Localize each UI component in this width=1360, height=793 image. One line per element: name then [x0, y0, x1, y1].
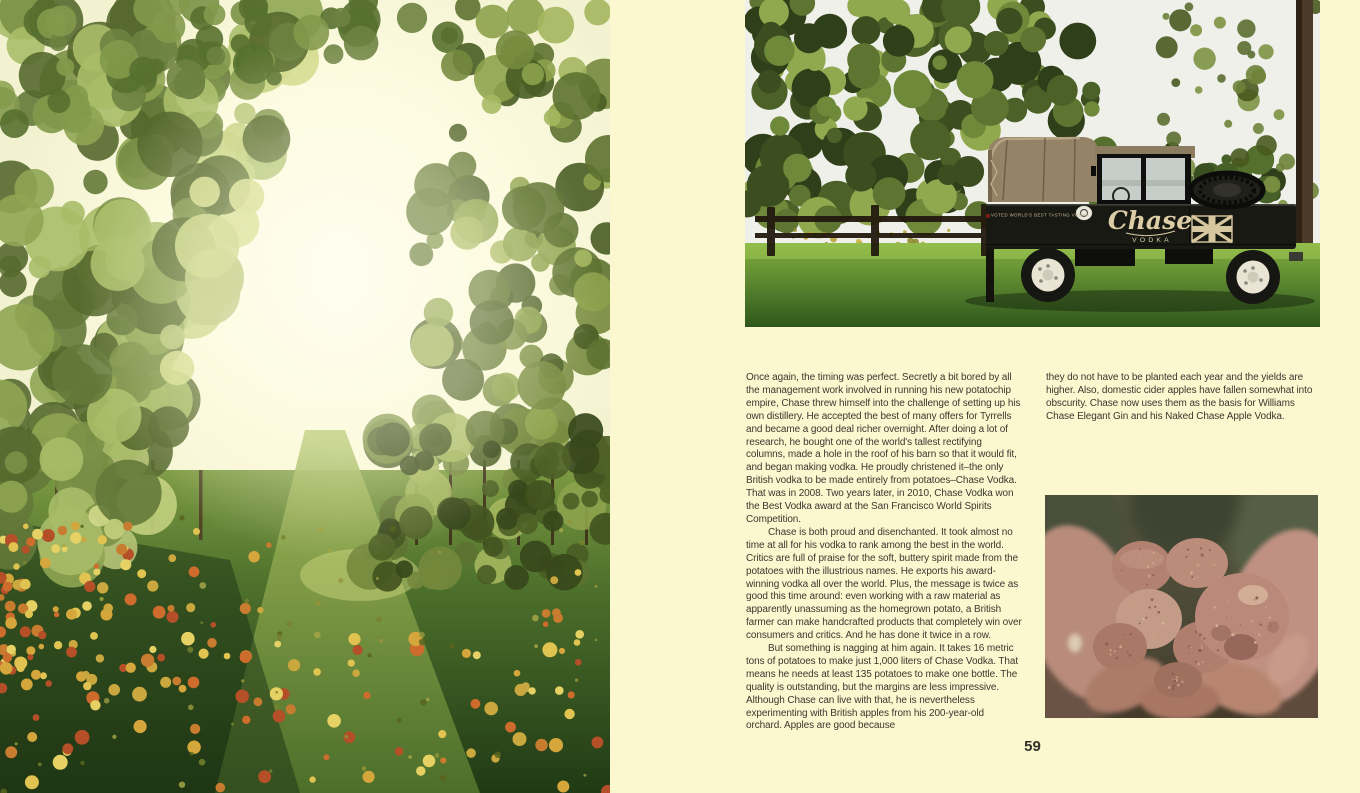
- rear-support: [986, 246, 994, 302]
- side-slogan-text: VOTED WORLD'S BEST TASTING VODKA: [990, 212, 1090, 218]
- potatoes-photo: [1045, 495, 1318, 718]
- chassis-box: [1075, 248, 1135, 266]
- landrover-photo: [745, 0, 1320, 327]
- canvas-rear-edge: [988, 150, 992, 202]
- paragraph: Once again, the timing was perfect. Secretly a bit bored by all the management work involved in running his new potatochip empire, Chase threw himself into the challenge of setting up his own distillery. He accepted the best of many offers for Tyrrells and became a good deal richer overnight. After doing a lot of research, he bought one of the world's tallest rectifying columns, made a hole in the roof of his barn so that it would fit, and began making vodka. He proudly christened it–the only British vodka to be made entirely from potatoes–Chase Vodka. That was in 2008. Two years later, in 2010, Chase Vodka won the Best Vodka award at the San Francisco World Spirits Competition.: [746, 372, 1021, 525]
- paragraph: Chase is both proud and disenchanted. It took almost no time at all for his vodka to rank among the best in the world. Critics are full of praise for the soft, buttery spirit made from the potatoes with the illustrious names. He exports his award-winning vodka all over the world. Plus, the message is twice as good this time around: even working with a raw material as apparently unassuming as the homegrown potato, a British farmer can make handcrafted products that completely win over consumers and critics. And he has done it twice in a row.: [746, 526, 1022, 642]
- front-wheel: [1226, 250, 1280, 304]
- orchard-photo: [0, 0, 610, 793]
- taillight: [986, 214, 990, 218]
- book-page: [610, 0, 1360, 793]
- paragraph: But something is nagging at him again. It takes 16 metric tons of potatoes to make just 1,000 liters of Chase Vodka. That means he needs at least 135 potatoes to make one bottle. The quality is outstanding, but the margins are less impressive. Although Chase can live with that, he is nevertheless experimenting with British apples from his 200-year-old orchard. Apples are good because: [746, 643, 1019, 732]
- vodka-label: VODKA: [1132, 237, 1172, 244]
- soft-bloom: [80, 40, 600, 560]
- landrover-photo-art: [745, 0, 1320, 327]
- front-bumper: [1289, 252, 1303, 261]
- window-divider: [1141, 158, 1146, 202]
- sill-line: [986, 244, 1296, 245]
- rear-wheel: [1021, 248, 1075, 302]
- orchard-photo-art: [0, 0, 610, 793]
- window-frame-top: [1097, 154, 1191, 158]
- chase-script-logo: Chase: [1107, 206, 1193, 235]
- union-jack-icon: [1192, 216, 1232, 242]
- tree-trunk-shade: [1296, 0, 1302, 282]
- chassis-box: [1165, 248, 1213, 264]
- text-column-right: [1046, 372, 1322, 424]
- page-number: 59: [1024, 738, 1041, 755]
- side-mirror: [1091, 166, 1096, 176]
- potatoes-photo-art: [1045, 495, 1318, 718]
- windshield-pillar: [1185, 156, 1191, 204]
- spare-tire-hub: [1213, 183, 1241, 197]
- text-column-left: [746, 372, 1022, 733]
- paragraph: they do not have to be planted each year and the yields are higher. Also, domestic cider apples have fallen somewhat into obscurity. Chase now uses them as the basis for Williams Chase Elegant Gin and his Naked Chase Apple Vodka.: [1046, 372, 1313, 422]
- rear-pillar: [1097, 156, 1102, 204]
